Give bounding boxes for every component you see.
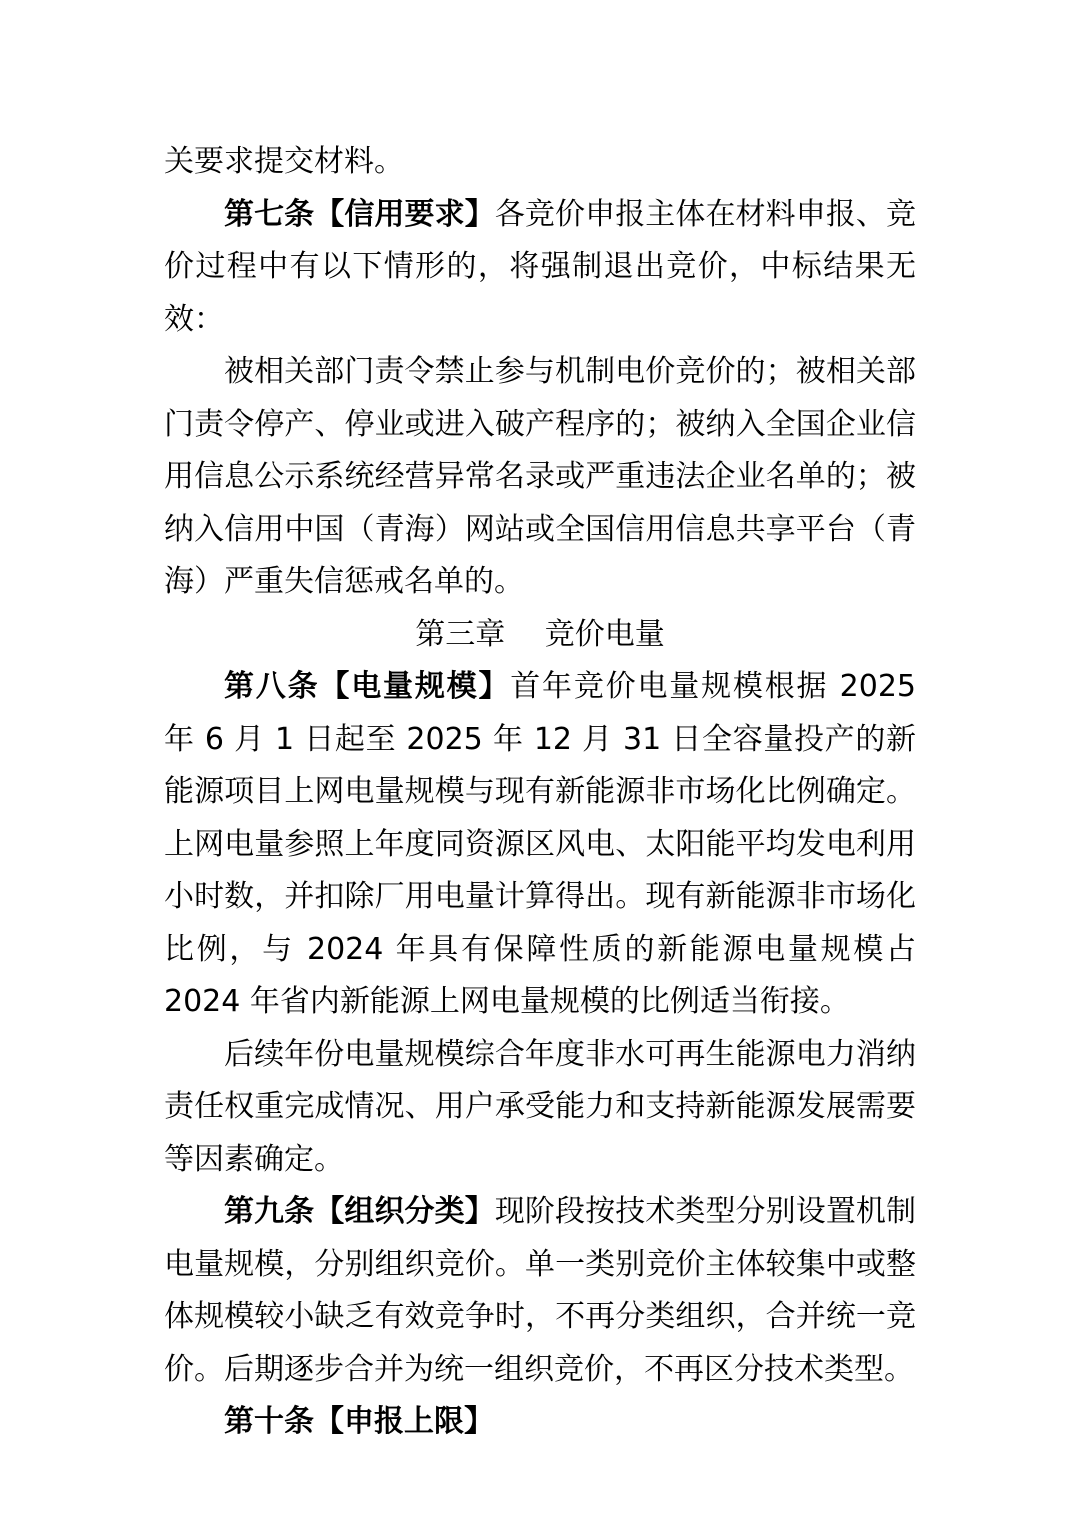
article-10-heading: 第十条【申报上限】 bbox=[224, 1404, 494, 1439]
article-8-paragraph bbox=[164, 661, 916, 1029]
article-7-detail-paragraph: 被相关部门责令禁止参与机制电价竞价的；被相关部门责令停产、停业或进入破产程序的；被纳入全国企业信用信息公示系统经营异常名录或严重违法企业名单的；被纳入信用中国（青海）网站或全国信用信息共享平台（青海）严重失信惩戒名单的。 bbox=[164, 354, 916, 599]
article-8-text: 首年竞价电量规模根据 2025 年 6 月 1 日起至 2025 年 12 月 31 日全容量投产的新能源项目上网电量规模与现有新能源非市场化比例确定。上网电量参照上年度同资源区风电、太阳能平均发电利用小时数，并扣除厂用电量计算得出。现有新能源非市场化比例，与 2024 年具有保障性质的新能源电量规模占 2024 年省内新能源上网电量规模的比例适当衔接。 bbox=[164, 669, 916, 1019]
article-9-text: 现阶段按技术类型分别设置机制电量规模，分别组织竞价。单一类别竞价主体较集中或整体规模较小缺乏有效竞争时，不再分类组织，合并统一竞价。后期逐步合并为统一组织竞价，不再区分技术类型。 bbox=[164, 1194, 917, 1387]
article-7-text: 各竞价申报主体在材料申报、竞价过程中有以下情形的，将强制退出竞价，中标结果无效： bbox=[164, 196, 917, 337]
article-7-paragraph bbox=[164, 189, 916, 347]
continuation-paragraph: 关要求提交材料。 bbox=[164, 144, 404, 179]
chapter-3-title: 第三章 竞价电量 bbox=[415, 616, 665, 652]
article-8-heading: 第八条【电量规模】 bbox=[224, 669, 511, 704]
article-8-detail-paragraph: 后续年份电量规模综合年度非水可再生能源电力消纳责任权重完成情况、用户承受能力和支持新能源发展需要等因素确定。 bbox=[164, 1036, 916, 1177]
article-9-heading: 第九条【组织分类】 bbox=[224, 1194, 495, 1229]
document-page bbox=[164, 136, 916, 1449]
article-9-paragraph bbox=[164, 1186, 916, 1396]
article-10-paragraph bbox=[164, 1396, 916, 1449]
article-7-heading: 第七条【信用要求】 bbox=[224, 196, 495, 232]
